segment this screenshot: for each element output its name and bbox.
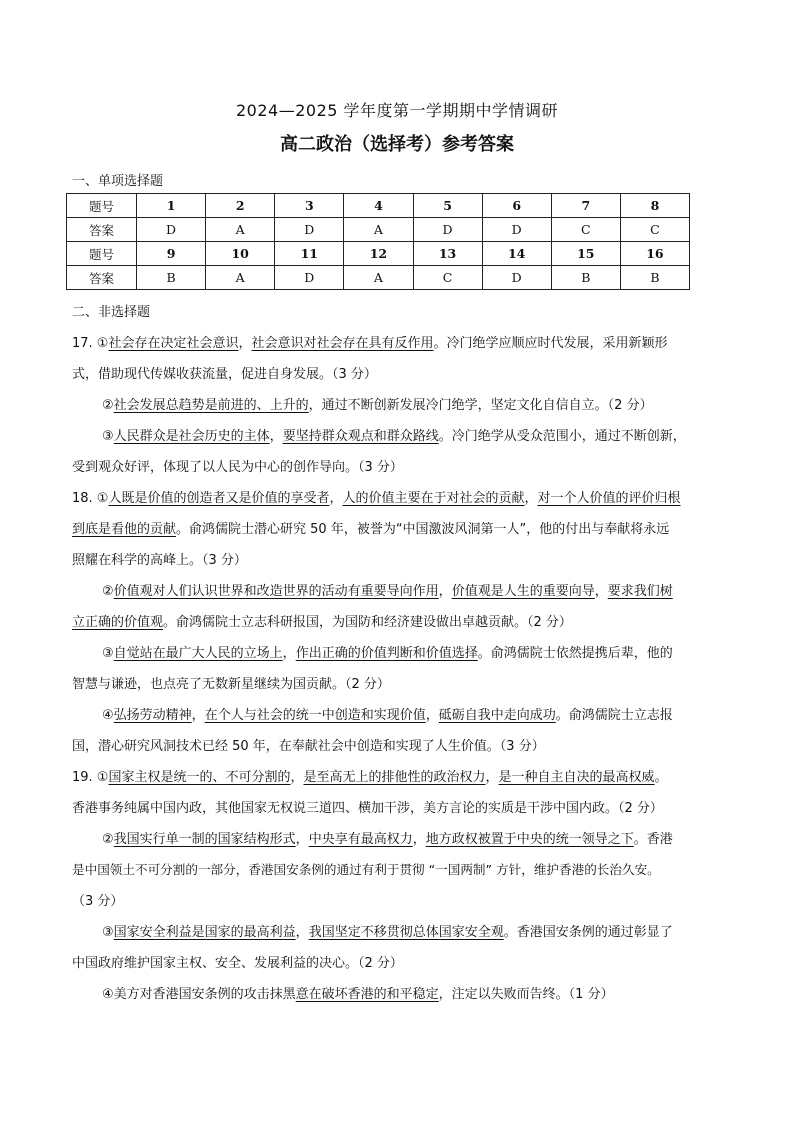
question-number-cell: 3 [275, 194, 344, 218]
answer-cell: B [620, 266, 689, 290]
question-number-cell: 10 [206, 242, 275, 266]
question-number-cell: 14 [482, 242, 551, 266]
table-row-answers-2 [67, 266, 690, 290]
answer-cell: C [413, 266, 482, 290]
key-point: 要坚持群众观点和群众路线 [282, 429, 439, 444]
key-point: 砥砺自我中走向成功 [438, 708, 556, 723]
text-span: ， [269, 429, 283, 444]
text-span: ② [102, 832, 114, 847]
text-span: ， [524, 491, 538, 506]
key-point: 意在破坏香港的和平稳定 [295, 987, 439, 1002]
text-span: ， [438, 584, 452, 599]
table-row-question-numbers-1 [67, 194, 690, 218]
key-point: 国家安全利益是国家的最高利益 [113, 925, 296, 940]
key-point: 我国实行单一制的国家结构形式 [113, 832, 296, 847]
table-header-question-number: 题号 [67, 194, 137, 218]
key-point: 国家主权是统一的、不可分割的 [108, 770, 291, 785]
text-span: ， [191, 708, 205, 723]
key-point: 作出正确的价值判断和价值选择 [295, 646, 478, 661]
answer-cell: A [206, 266, 275, 290]
answer-cell: A [206, 218, 275, 242]
key-point: 社会意识对社会存在具有反作用 [251, 336, 434, 351]
text-span: ④美方对香港国安条例的攻击抹黑 [102, 987, 296, 1002]
q19-line-4: 是中国领土不可分割的一部分，香港国安条例的通过有利于贯彻 “一国两制” 方针，维护香港的长治久安。 [72, 862, 660, 877]
question-number-cell: 5 [413, 194, 482, 218]
text-span: 。俞鸿儒院士立志报 [555, 708, 673, 723]
text-span: ， [412, 832, 426, 847]
text-span: ② [102, 398, 114, 413]
key-point: 要求我们树 [607, 584, 673, 599]
q19-line-7: 中国政府维护国家主权、安全、发展利益的决心。（2 分） [72, 956, 403, 971]
table-row-question-numbers-2 [67, 242, 690, 266]
text-span: ，注定以失败而告终。（1 分） [438, 987, 614, 1002]
question-number-cell: 9 [137, 242, 206, 266]
key-point: 社会发展总趋势是前进的、上升的 [113, 398, 309, 413]
question-number-cell: 8 [620, 194, 689, 218]
question-number-cell: 13 [413, 242, 482, 266]
section-single-choice-heading: 一、单项选择题 [72, 174, 164, 189]
q18-line-7: 智慧与谦逊，也点亮了无数新星继续为国贡献。（2 分） [72, 677, 390, 692]
answer-table [66, 193, 690, 290]
key-point: 中央享有最高权力 [308, 832, 413, 847]
text-span: 17. ① [72, 336, 109, 351]
answer-cell: B [551, 266, 620, 290]
key-point: 人民群众是社会历史的主体 [113, 429, 270, 444]
text-span: 。俞鸿儒院士依然提携后辈，他的 [477, 646, 673, 661]
key-point: 立正确的价值观 [72, 615, 164, 630]
question-number-cell: 4 [344, 194, 413, 218]
key-point: 人既是价值的创造者又是价值的享受者 [108, 491, 330, 506]
answer-cell: B [137, 266, 206, 290]
text-span: 。俞鸿儒院士潜心研究 50 年，被誉为“中国激波风洞第一人”，他的付出与奉献将永远 [176, 522, 670, 537]
question-number-cell: 2 [206, 194, 275, 218]
table-header-answer: 答案 [67, 218, 137, 242]
key-point: 社会存在决定社会意识 [108, 336, 239, 351]
question-number-cell: 15 [551, 242, 620, 266]
text-span: 。俞鸿儒院士立志科研报国，为国防和经济建设做出卓越贡献。（2 分） [163, 615, 572, 630]
text-span: ， [282, 646, 296, 661]
question-number-cell: 16 [620, 242, 689, 266]
answer-cell: D [275, 218, 344, 242]
key-point: 对一个人价值的评价归根 [537, 491, 681, 506]
question-number-cell: 7 [551, 194, 620, 218]
key-point: 在个人与社会的统一中创造和实现价值 [204, 708, 426, 723]
answer-cell: D [413, 218, 482, 242]
text-span: 。香港 [633, 832, 673, 847]
text-span: ④ [102, 708, 114, 723]
key-point: 是至高无上的排他性的政治权力 [303, 770, 486, 785]
key-point: 价值观是人生的重要向导 [451, 584, 595, 599]
key-point: 地方政权被置于中央的统一领导之下 [425, 832, 634, 847]
q19-line-6 [102, 921, 673, 940]
text-span: 。冷门绝学应顺应时代发展，采用新颖形 [433, 336, 668, 351]
key-point: 到底是看他的贡献 [72, 522, 177, 537]
answer-cell: D [275, 266, 344, 290]
key-point: 价值观对人们认识世界和改造世界的活动有重要导向作用 [113, 584, 439, 599]
text-span: ， [425, 708, 439, 723]
q18-line-8 [102, 704, 673, 723]
text-span: ， [295, 925, 309, 940]
answer-cell: C [620, 218, 689, 242]
answer-cell: C [551, 218, 620, 242]
q17-line-5: 受到观众好评，体现了以人民为中心的创作导向。（3 分） [72, 460, 403, 475]
question-number-cell: 6 [482, 194, 551, 218]
text-span: ③ [102, 429, 114, 444]
table-row-answers-1 [67, 218, 690, 242]
q18-line-2 [72, 518, 669, 537]
text-span: ， [295, 832, 309, 847]
text-span: ， [238, 336, 252, 351]
exam-title: 2024—2025 学年度第一学期期中学情调研 [235, 101, 559, 120]
section-non-choice-heading: 二、非选择题 [72, 305, 151, 320]
table-header-answer: 答案 [67, 266, 137, 290]
q19-line-3 [102, 828, 673, 847]
text-span: 。 [654, 770, 668, 785]
q18-line-5 [72, 611, 572, 630]
table-header-question-number: 题号 [67, 242, 137, 266]
text-span: ，通过不断创新发展冷门绝学，坚定文化自信自立。（2 分） [308, 398, 653, 413]
q17-line-3 [102, 394, 653, 413]
key-point: 人的价值主要在于对社会的贡献 [342, 491, 525, 506]
q19-line-1 [72, 766, 668, 785]
text-span: ③ [102, 646, 114, 661]
q17-line-4 [102, 425, 686, 444]
key-point: 我国坚定不移贯彻总体国家安全观 [308, 925, 504, 940]
key-point: 弘扬劳动精神 [113, 708, 192, 723]
text-span: 。香港国安条例的通过彰显了 [503, 925, 673, 940]
q18-line-4 [102, 580, 673, 599]
q18-line-3: 照耀在科学的高峰上。（3 分） [72, 553, 247, 568]
text-span: ， [485, 770, 499, 785]
text-span: 19. ① [72, 770, 109, 785]
question-number-cell: 1 [137, 194, 206, 218]
q17-line-2: 式，借助现代传媒收获流量，促进自身发展。（3 分） [72, 367, 377, 382]
q19-line-2: 香港事务纯属中国内政，其他国家无权说三道四、横加干涉，美方言论的实质是干涉中国内政。（2 分） [72, 801, 663, 816]
q19-line-8 [102, 983, 614, 1002]
text-span: ， [290, 770, 304, 785]
q17-line-1 [72, 332, 668, 351]
answer-cell: D [482, 218, 551, 242]
q18-line-6 [102, 642, 673, 661]
text-span: 18. ① [72, 491, 109, 506]
answer-cell: A [344, 218, 413, 242]
key-point: 自觉站在最广大人民的立场上 [113, 646, 283, 661]
text-span: ② [102, 584, 114, 599]
answer-cell: A [344, 266, 413, 290]
q18-line-1 [72, 487, 681, 506]
question-number-cell: 12 [344, 242, 413, 266]
text-span: ③ [102, 925, 114, 940]
answer-cell: D [137, 218, 206, 242]
text-span: ， [594, 584, 608, 599]
text-span: ， [329, 491, 343, 506]
key-point: 是一种自主自决的最高权威 [498, 770, 655, 785]
q19-line-5: （3 分） [72, 894, 124, 909]
q18-line-9: 国，潜心研究风洞技术已经 50 年，在奉献社会中创造和实现了人生价值。（3 分） [72, 739, 545, 754]
text-span: 。冷门绝学从受众范围小，通过不断创新， [438, 429, 686, 444]
question-number-cell: 11 [275, 242, 344, 266]
answer-cell: D [482, 266, 551, 290]
answer-key-title: 高二政治（选择考）参考答案 [280, 134, 514, 155]
